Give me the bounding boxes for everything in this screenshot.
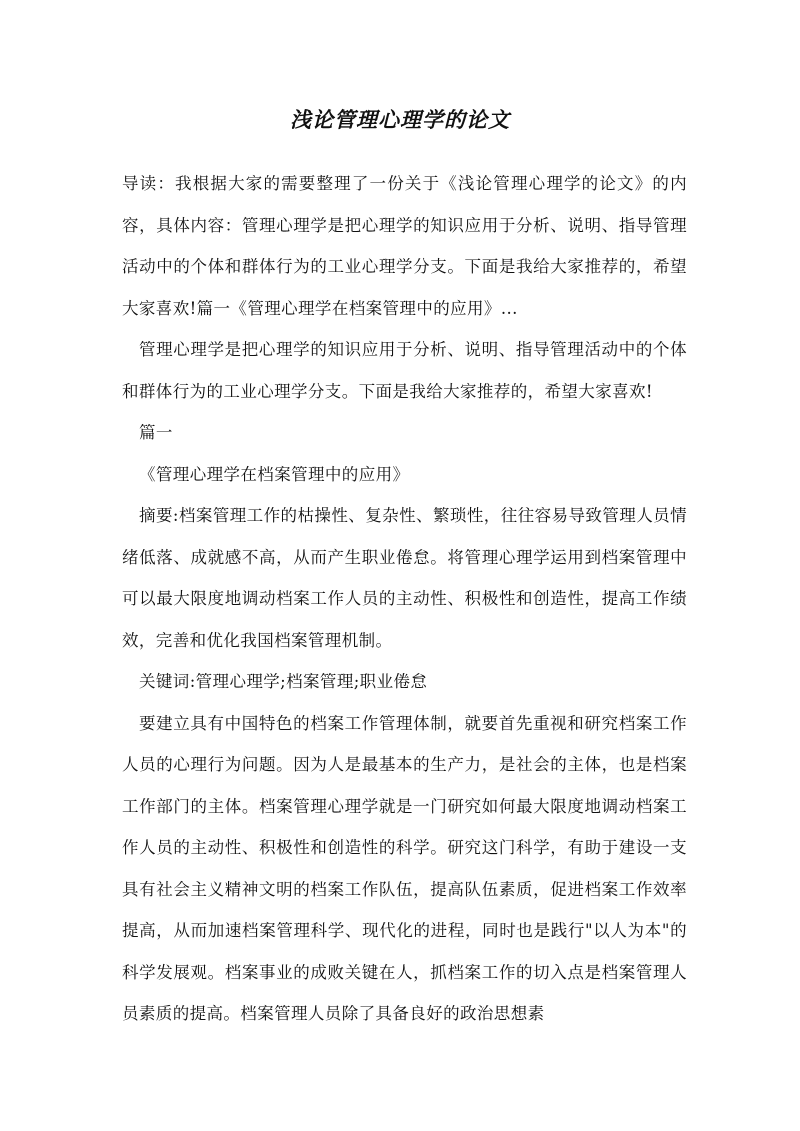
abstract-paragraph: 摘要:档案管理工作的枯操性、复杂性、繁琐性，往往容易导致管理人员情绪低落、成就感不高，从而产生职业倦怠。将管理心理学运用到档案管理中可以最大限度地调动档案工作人员的主动性、积极性和创造性，提高工作绩效，完善和优化我国档案管理机制。 [122, 506, 687, 650]
intro-paragraph: 导读：我根据大家的需要整理了一份关于《浅论管理心理学的论文》的内容，具体内容：管理心理学是把心理学的知识应用于分析、说明、指导管理活动中的个体和群体行为的工业心理学分支。下面是我给大家推荐的，希望大家喜欢!篇一《管理心理学在档案管理中的应用》... [122, 174, 687, 318]
document-body [122, 163, 687, 1035]
section-label: 篇一 [139, 423, 173, 442]
document-title: 浅论管理心理学的论文 [290, 108, 510, 132]
summary-paragraph: 管理心理学是把心理学的知识应用于分析、说明、指导管理活动中的个体和群体行为的工业心理学分支。下面是我给大家推荐的，希望大家喜欢! [122, 340, 687, 401]
main-paragraph: 要建立具有中国特色的档案工作管理体制，就要首先重视和研究档案工作人员的心理行为问题。因为人是最基本的生产力，是社会的主体，也是档案工作部门的主体。档案管理心理学就是一门研究如何最大限度地调动档案工作人员的主动性、积极性和创造性的科学。研究这门科学，有助于建设一支具有社会主义精神文明的档案工作队伍，提高队伍素质，促进档案工作效率提高，从而加速档案管理科学、现代化的进程，同时也是践行"以人为本"的科学发展观。档案事业的成败关键在人，抓档案工作的切入点是档案管理人员素质的提高。档案管理人员除了具备良好的政治思想素 [122, 713, 687, 1023]
keywords-paragraph: 关键词:管理心理学;档案管理;职业倦怠 [139, 672, 428, 691]
article-title: 《管理心理学在档案管理中的应用》 [139, 464, 410, 484]
